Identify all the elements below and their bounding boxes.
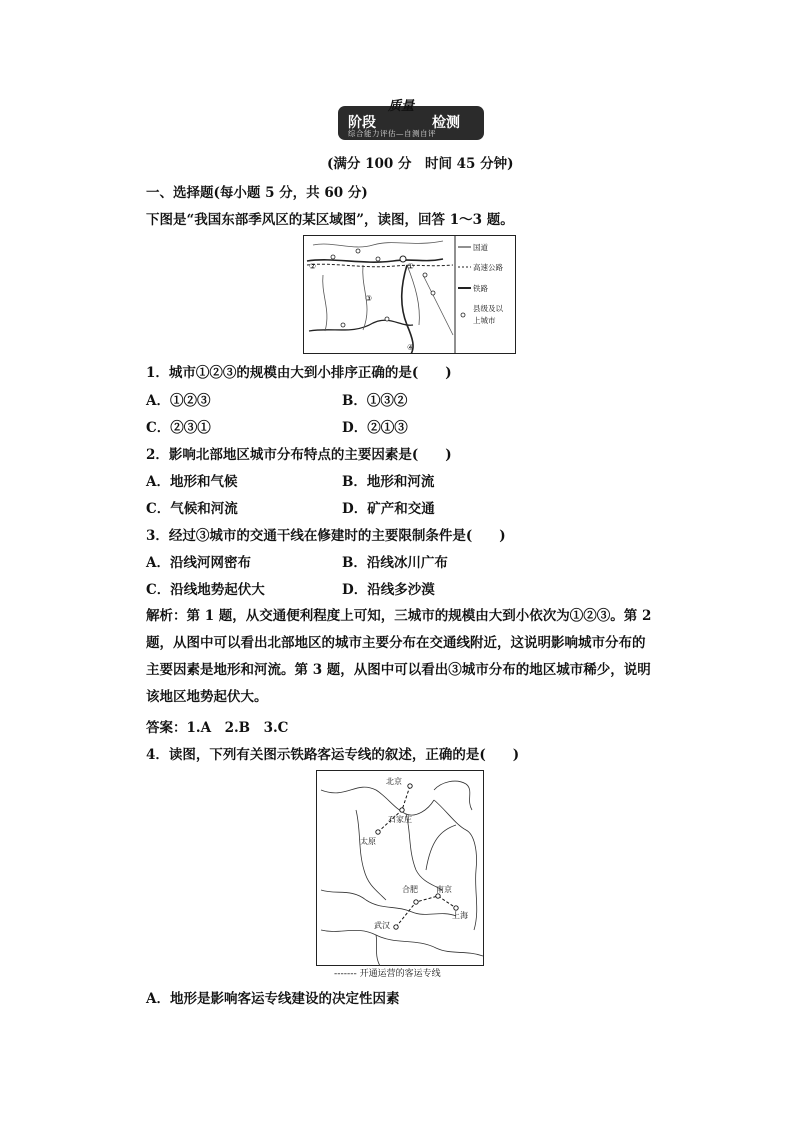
section-intro: 下图是“我国东部季风区的某区域图”，读图，回答 1～3 题。 xyxy=(146,212,514,228)
q2-option-b[interactable]: B．地形和河流 xyxy=(342,474,435,490)
legend-city-icon xyxy=(461,313,465,317)
badge-subtitle: 综合能力评估—自测自评 xyxy=(348,129,436,138)
city-shanghai: 上海 xyxy=(452,911,468,920)
exam-meta: (满分 100 分 时间 45 分钟) xyxy=(327,156,514,172)
stage-quality-badge xyxy=(338,99,484,140)
answer-line: 答案：1.A 2.B 3.C xyxy=(146,720,289,736)
map2-legend: ------- 开通运营的客运专线 xyxy=(334,969,441,979)
q2-stem: 2．影响北部地区城市分布特点的主要因素是( ) xyxy=(146,447,452,463)
q1-option-d[interactable]: D．②①③ xyxy=(342,420,408,436)
q2-option-a[interactable]: A．地形和气候 xyxy=(146,474,238,490)
q2-option-d[interactable]: D．矿产和交通 xyxy=(342,501,435,517)
q3-stem: 3．经过③城市的交通干线在修建时的主要限制条件是( ) xyxy=(146,528,506,544)
legend-city-2: 上城市 xyxy=(473,316,496,325)
map1-marker-4: ④ xyxy=(407,343,415,352)
q4-option-a[interactable]: A．地形是影响客运专线建设的决定性因素 xyxy=(146,991,400,1007)
q3-option-d[interactable]: D．沿线多沙漠 xyxy=(342,582,435,598)
map1-marker-3: ③ xyxy=(365,294,373,303)
q1-stem: 1．城市①②③的规模由大到小排序正确的是( ) xyxy=(146,365,452,381)
legend-city-1: 县级及以 xyxy=(473,304,503,313)
q3-option-c[interactable]: C．沿线地势起伏大 xyxy=(146,582,265,598)
q1-option-c[interactable]: C．②③① xyxy=(146,420,211,436)
badge-right-text: 检测 xyxy=(432,115,460,131)
city-hefei: 合肥 xyxy=(402,885,418,894)
city-nanjing: 南京 xyxy=(436,885,452,894)
city-wuhan: 武汉 xyxy=(374,921,390,930)
q4-stem: 4．读图，下列有关图示铁路客运专线的叙述，正确的是( ) xyxy=(146,747,520,763)
map1-marker-2: ② xyxy=(309,262,317,271)
section-title: 一、选择题(每小题 5 分，共 60 分) xyxy=(146,185,368,201)
city-taiyuan: 太原 xyxy=(360,837,376,846)
badge-left-text: 阶段 xyxy=(348,115,376,131)
city-shijiazhuang: 石家庄 xyxy=(388,815,412,824)
q1-option-a[interactable]: A．①②③ xyxy=(146,393,211,409)
q2-option-c[interactable]: C．气候和河流 xyxy=(146,501,238,517)
legend-national-road: 国道 xyxy=(473,243,488,252)
badge-mid-text: 质量 xyxy=(388,99,415,114)
region-map-1 xyxy=(303,235,516,354)
legend-expressway: 高速公路 xyxy=(473,263,503,272)
q1-option-b[interactable]: B．①③② xyxy=(342,393,408,409)
city-beijing: 北京 xyxy=(386,777,402,786)
q3-option-a[interactable]: A．沿线河网密布 xyxy=(146,555,251,571)
legend-railway: 铁路 xyxy=(473,284,488,293)
map1-marker-1: ① xyxy=(407,262,415,271)
q3-option-b[interactable]: B．沿线冰川广布 xyxy=(342,555,448,571)
railway-map-2 xyxy=(316,770,484,966)
analysis-paragraph: 解析：第 1 题，从交通便利程度上可知，三城市的规模由大到小依次为①②③。第 2 题，从图中可以看出北部地区的城市主要分布在交通线附近，这说明影响城市分布的主要因素是地形和河流。第 3 题，从图中可以看出③城市分布的地区城市稀少，说明该地区地势起伏大。 xyxy=(146,608,652,705)
